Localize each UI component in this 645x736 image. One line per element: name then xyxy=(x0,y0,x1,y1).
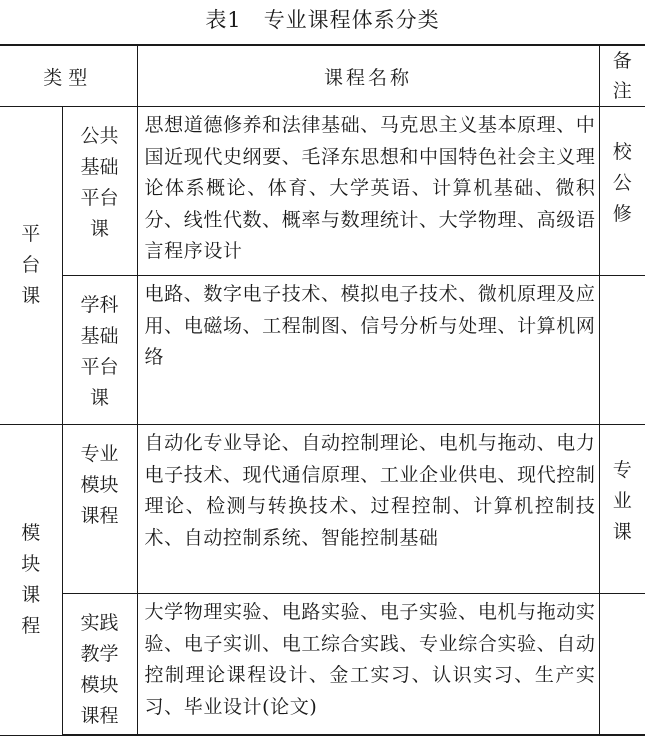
remark-cell xyxy=(599,276,645,425)
subcategory-discipline-foundation xyxy=(62,276,137,425)
category-module-courses xyxy=(0,425,62,736)
header-type: 类型 xyxy=(0,45,137,107)
header-remark-text: 备 注 xyxy=(612,50,632,102)
remark-label: 校 公 修 xyxy=(612,141,632,225)
subcategory-professional-module xyxy=(62,425,137,594)
subcategory-label: 实践 教学 模块 课程 xyxy=(80,612,119,727)
course-list: 自动化专业导论、自动控制理论、电机与拖动、电力电子技术、现代通信原理、工业企业供电、现代控制理论、检测与转换技术、过程控制、计算机控制技术、自动控制系统、智能控制基础 xyxy=(137,425,599,594)
table-number: 表1 xyxy=(205,8,242,32)
header-course-name: 课程名称 xyxy=(137,45,599,107)
category-platform-courses xyxy=(0,107,62,425)
table-row xyxy=(0,276,645,425)
course-list: 电路、数字电子技术、模拟电子技术、微机原理及应用、电磁场、工程制图、信号分析与处理、计算机网络 xyxy=(137,276,599,425)
course-list: 思想道德修养和法律基础、马克思主义基本原理、中国近现代史纲要、毛泽东思想和中国特色社会主义理论体系概论、体育、大学英语、计算机基础、微积分、线性代数、概率与数理统计、大学物理、高级语言程序设计 xyxy=(137,107,599,276)
header-remark xyxy=(599,45,645,107)
subcategory-public-foundation xyxy=(62,107,137,276)
category-label: 模 块 课 程 xyxy=(21,521,41,637)
table-row xyxy=(0,594,645,736)
remark-cell xyxy=(599,594,645,736)
subcategory-practice-module xyxy=(62,594,137,736)
course-classification-table xyxy=(0,44,645,736)
subcategory-label: 专业 模块 课程 xyxy=(80,443,119,527)
table-row xyxy=(0,425,645,594)
subcategory-label: 公共 基础 平台 课 xyxy=(80,125,119,240)
table-title: 专业课程体系分类 xyxy=(263,8,440,32)
table-row xyxy=(0,107,645,276)
category-label: 平 台 课 xyxy=(21,223,41,307)
remark-label: 专 业 课 xyxy=(612,459,632,543)
table-header-row xyxy=(0,45,645,107)
subcategory-label: 学科 基础 平台 课 xyxy=(80,294,119,409)
remark-cell xyxy=(599,425,645,594)
course-list: 大学物理实验、电路实验、电子实验、电机与拖动实验、电子实训、电工综合实践、专业综合实验、自动控制理论课程设计、金工实习、认识实习、生产实习、毕业设计(论文) xyxy=(137,594,599,736)
table-caption xyxy=(0,6,645,34)
remark-cell xyxy=(599,107,645,276)
